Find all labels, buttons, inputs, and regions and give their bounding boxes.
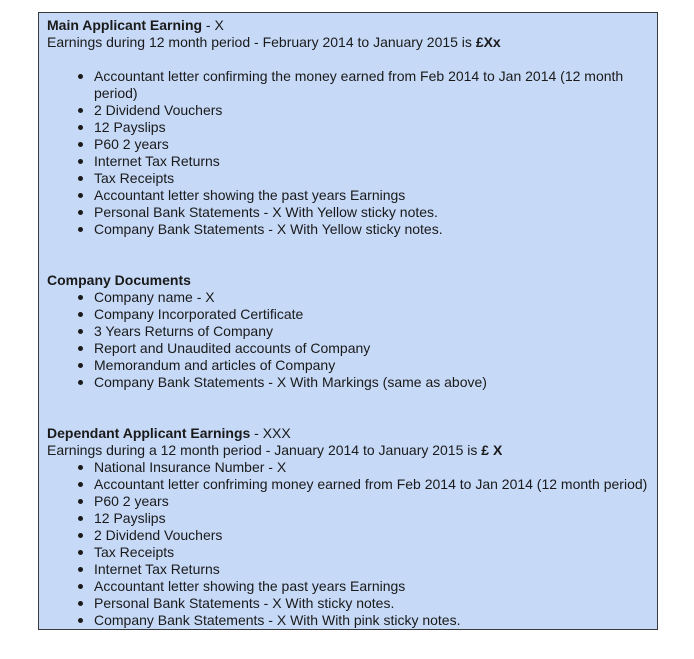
main-documents-list — [47, 68, 657, 238]
document-box — [38, 12, 658, 630]
list-item: Company Bank Statements - X With Markings (same as above) — [94, 374, 654, 391]
list-item: P60 2 years — [94, 493, 654, 510]
dependant-period-text: Earnings during a 12 month period - January 2014 to January 2015 is — [47, 442, 482, 458]
list-item: Memorandum and articles of Company — [94, 357, 654, 374]
list-item: Accountant letter showing the past years Earnings — [94, 578, 654, 595]
dependant-heading: Dependant Applicant Earnings — [47, 425, 251, 441]
dependant-period-amount: £ X — [481, 442, 503, 458]
company-documents-list — [47, 289, 657, 391]
list-item: Tax Receipts — [94, 544, 654, 561]
main-period-line — [47, 34, 657, 51]
list-item: 3 Years Returns of Company — [94, 323, 654, 340]
list-item: Company Incorporated Certificate — [94, 306, 654, 323]
list-item: P60 2 years — [94, 136, 654, 153]
list-item: Internet Tax Returns — [94, 153, 654, 170]
list-item: Company Bank Statements - X With With pink sticky notes. — [94, 612, 654, 629]
list-item: 2 Dividend Vouchers — [94, 102, 654, 119]
list-item: Internet Tax Returns — [94, 561, 654, 578]
list-item: 2 Dividend Vouchers — [94, 527, 654, 544]
list-item: Accountant letter showing the past years Earnings — [94, 187, 654, 204]
list-item: Company Bank Statements - X With Yellow sticky notes. — [94, 221, 654, 238]
main-period-amount: £Xx — [475, 34, 501, 50]
company-heading-line — [47, 272, 657, 289]
list-item: Personal Bank Statements - X With Yellow sticky notes. — [94, 204, 654, 221]
list-item: Tax Receipts — [94, 170, 654, 187]
dependant-documents-list — [47, 459, 657, 629]
list-item: 12 Payslips — [94, 119, 654, 136]
list-item: National Insurance Number - X — [94, 459, 654, 476]
list-item: Accountant letter confriming money earned from Feb 2014 to Jan 2014 (12 month period) — [94, 476, 654, 493]
list-item: Company name - X — [94, 289, 654, 306]
company-heading: Company Documents — [47, 272, 191, 288]
list-item: Personal Bank Statements - X With sticky notes. — [94, 595, 654, 612]
main-period-text: Earnings during 12 month period - February 2014 to January 2015 is — [47, 34, 476, 50]
dependant-heading-suffix: - XXX — [250, 425, 291, 441]
main-heading-line — [47, 17, 657, 34]
list-item: 12 Payslips — [94, 510, 654, 527]
list-item: Report and Unaudited accounts of Company — [94, 340, 654, 357]
list-item: Accountant letter confirming the money earned from Feb 2014 to Jan 2014 (12 month period) — [94, 68, 654, 102]
main-heading-suffix: - X — [202, 17, 224, 33]
main-heading: Main Applicant Earning — [47, 17, 203, 33]
dependant-period-line — [47, 442, 657, 459]
dependant-heading-line — [47, 425, 657, 442]
